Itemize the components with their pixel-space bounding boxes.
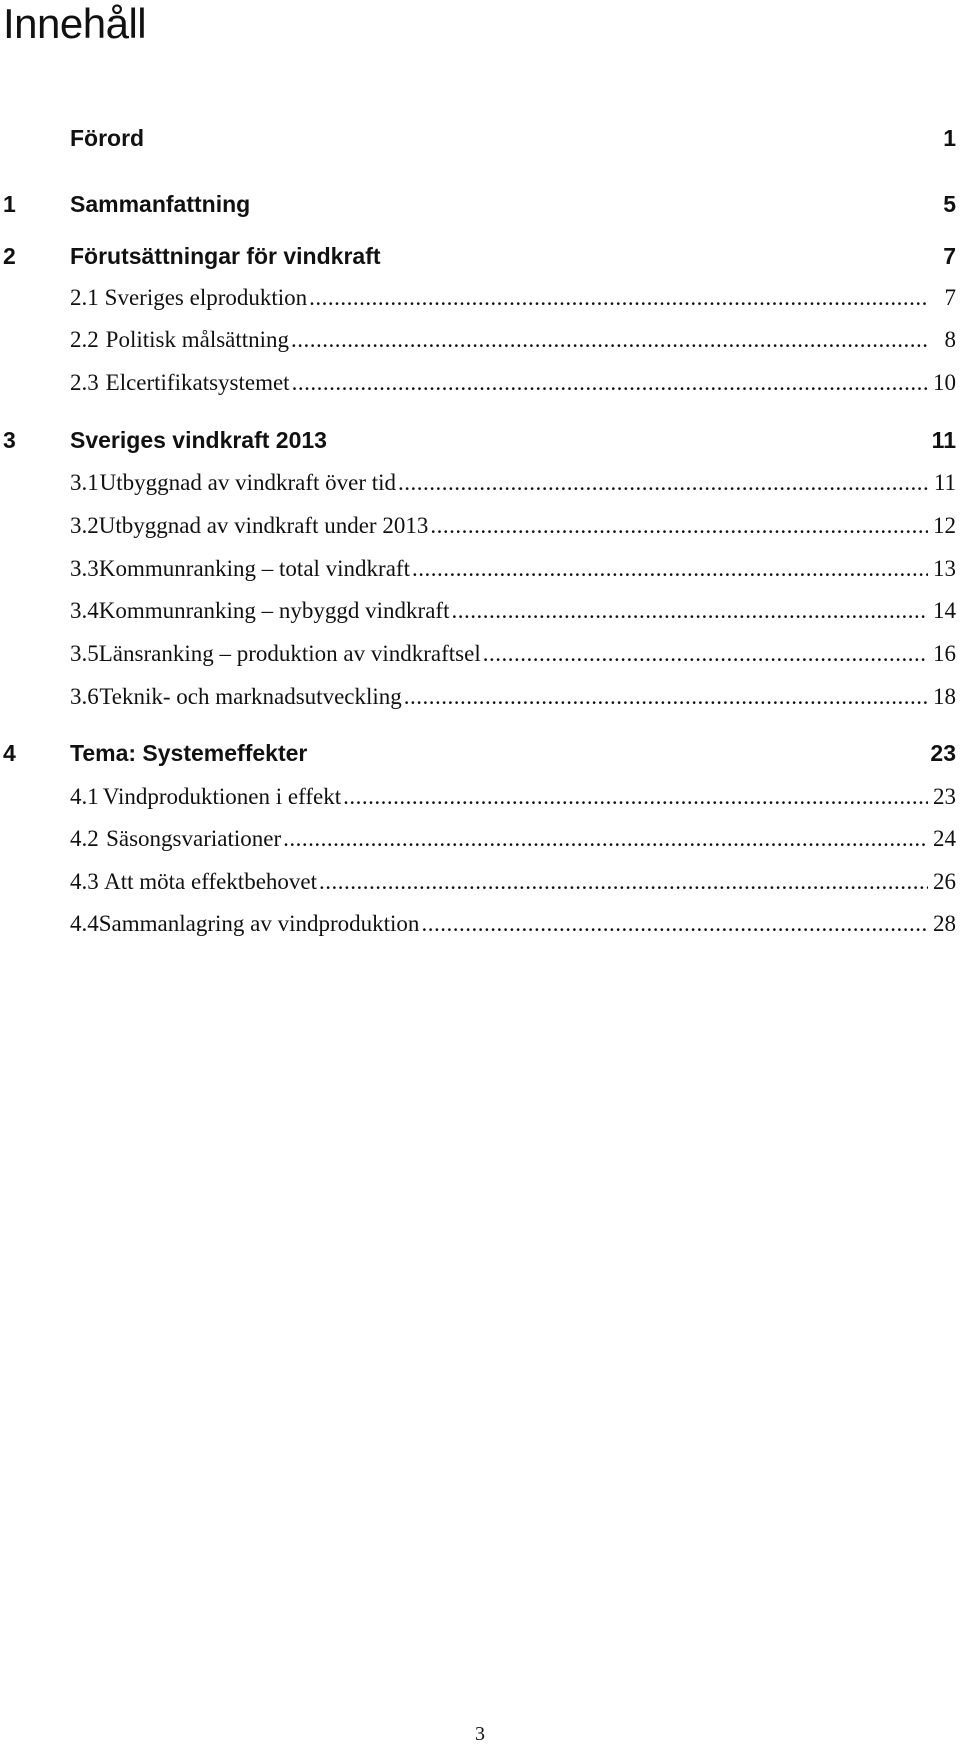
toc-dot-leader — [483, 639, 928, 669]
toc-chapter-entry[interactable] — [0, 123, 956, 153]
toc-section-entry[interactable] — [0, 554, 956, 584]
toc-dot-leader — [343, 782, 928, 812]
toc-entry-page: 14 — [933, 598, 956, 623]
toc-section-entry[interactable] — [0, 909, 956, 939]
toc-dot-leader — [421, 909, 928, 939]
toc-section-entry[interactable] — [0, 283, 956, 313]
toc-entry-label: Sammanlagring av vindproduktion — [98, 911, 420, 936]
toc-entry-label: Förord — [70, 125, 145, 151]
toc-entry-label: Sveriges vindkraft 2013 — [70, 427, 327, 453]
toc-entry-label: Politisk målsättning — [105, 327, 290, 352]
toc-entry-number: 2.2 — [70, 327, 99, 352]
toc-entry-number: 3.6 — [70, 684, 99, 709]
toc-entry-page: 28 — [933, 911, 956, 936]
toc-chapter-entry[interactable] — [0, 189, 956, 219]
toc-entry-page: 1 — [943, 125, 956, 151]
toc-dot-leader — [292, 368, 928, 398]
toc-entry-number: 1 — [3, 191, 16, 217]
toc-entry-label: Teknik- och marknadsutveckling — [99, 684, 402, 709]
toc-entry-label: Vindproduktionen i effekt — [102, 784, 342, 809]
toc-entry-page: 13 — [933, 556, 956, 581]
toc-chapter-entry[interactable] — [0, 738, 956, 768]
toc-entry-number: 3.2 — [70, 513, 99, 538]
toc-entry-page: 18 — [933, 684, 956, 709]
toc-entry-number: 3.3 — [70, 556, 99, 581]
toc-dot-leader — [430, 511, 928, 541]
toc-entry-page: 8 — [944, 327, 956, 352]
toc-entry-page: 23 — [930, 740, 956, 766]
toc-entry-page: 16 — [933, 641, 956, 666]
toc-dot-leader — [404, 682, 928, 712]
toc-entry-label: Länsranking – produktion av vindkraftsel — [98, 641, 481, 666]
toc-entry-page: 5 — [943, 191, 956, 217]
toc-entry-number: 4.2 — [70, 826, 99, 851]
toc-entry-page: 26 — [933, 869, 956, 894]
toc-section-entry[interactable] — [0, 596, 956, 626]
toc-section-entry[interactable] — [0, 325, 956, 355]
toc-section-entry[interactable] — [0, 782, 956, 812]
toc-section-entry[interactable] — [0, 511, 956, 541]
page-title: Innehåll — [3, 0, 147, 47]
toc-entry-label: Säsongsvariationer — [106, 826, 282, 851]
page-number: 3 — [475, 1723, 485, 1745]
toc-entry-label: Elcertifikatsystemet — [105, 370, 290, 395]
toc-entry-number: 4.4 — [70, 911, 99, 936]
toc-entry-page: 7 — [943, 243, 956, 269]
toc-dot-leader — [412, 554, 928, 584]
toc-dot-leader — [283, 824, 928, 854]
toc-entry-number: 3.4 — [70, 598, 99, 623]
toc-entry-label: Sveriges elproduktion — [104, 285, 308, 310]
toc-dot-leader — [398, 468, 928, 498]
toc-entry-page: 12 — [933, 513, 956, 538]
toc-entry-label: Att möta effektbehovet — [104, 869, 318, 894]
toc-entry-label: Kommunranking – total vindkraft — [98, 556, 410, 581]
toc-chapter-entry[interactable] — [0, 425, 956, 455]
toc-entry-label: Förutsättningar för vindkraft — [70, 243, 381, 269]
toc-entry-number: 2 — [3, 243, 16, 269]
toc-entry-page: 23 — [933, 784, 956, 809]
toc-entry-number: 3.5 — [70, 641, 99, 666]
toc-entry-number: 4.3 — [70, 869, 99, 894]
toc-entry-page: 10 — [933, 370, 956, 395]
toc-entry-label: Utbyggnad av vindkraft under 2013 — [98, 513, 429, 538]
toc-section-entry[interactable] — [0, 368, 956, 398]
toc-entry-page: 24 — [933, 826, 956, 851]
toc-section-entry[interactable] — [0, 682, 956, 712]
toc-section-entry[interactable] — [0, 824, 956, 854]
toc-entry-number: 2.1 — [70, 285, 99, 310]
toc-section-entry[interactable] — [0, 867, 956, 897]
toc-entry-number: 2.3 — [70, 370, 99, 395]
toc-entry-label: Kommunranking – nybyggd vindkraft — [98, 598, 450, 623]
toc-entry-label: Tema: Systemeffekter — [70, 740, 308, 766]
toc-dot-leader — [319, 867, 928, 897]
toc-entry-label: Sammanfattning — [70, 191, 251, 217]
toc-section-entry[interactable] — [0, 639, 956, 669]
toc-chapter-entry[interactable] — [0, 241, 956, 271]
toc-entry-number: 3.1 — [70, 470, 99, 495]
toc-entry-number: 4 — [3, 740, 16, 766]
toc-entry-page: 11 — [933, 470, 956, 495]
toc-dot-leader — [291, 325, 928, 355]
toc-dot-leader — [451, 596, 928, 626]
toc-entry-number: 4.1 — [70, 784, 99, 809]
toc-entry-page: 7 — [944, 285, 956, 310]
toc-entry-page: 11 — [931, 427, 956, 453]
toc-entry-label: Utbyggnad av vindkraft över tid — [99, 470, 397, 495]
toc-dot-leader — [309, 283, 928, 313]
toc-section-entry[interactable] — [0, 468, 956, 498]
toc-entry-number: 3 — [3, 427, 16, 453]
